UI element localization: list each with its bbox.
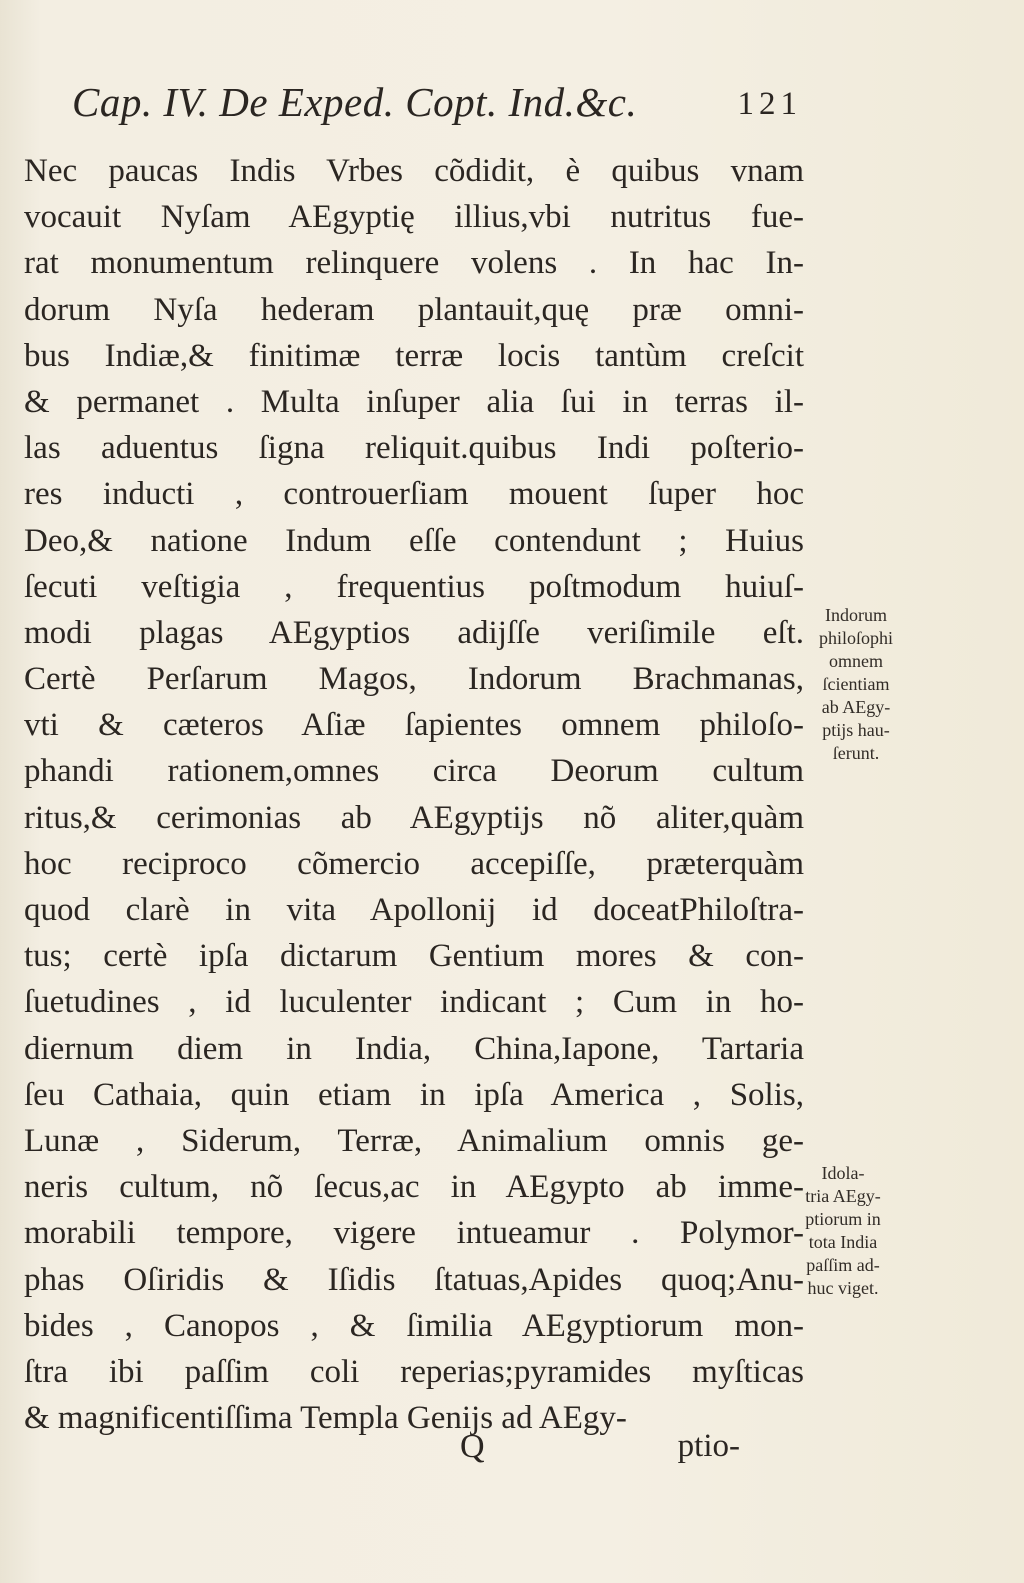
text-line: ſecuti veſtigia , frequentius poſtmodum huiuſ- [24, 568, 804, 605]
text-line: dorum Nyſa hederam plantauit,quę præ omni- [24, 291, 804, 328]
margin-note [796, 604, 916, 765]
margin-note-line: omnem [829, 651, 883, 671]
margin-note-line: ptijs hau- [822, 720, 890, 740]
text-line: vti & cæteros Aſiæ ſapientes omnem philoſo- [24, 707, 804, 744]
text-line: neris cultum, nõ ſecus,ac in AEgypto ab imme- [24, 1169, 804, 1206]
text-line: tus; certè ipſa dictarum Gentium mores & con- [24, 938, 804, 975]
text-line: vocauit Nyſam AEgyptię illius,vbi nutritus fue- [24, 199, 804, 236]
text-line: hoc reciproco cõmercio accepiſſe, præterquàm [24, 845, 804, 882]
margin-note-line: ſcientiam [822, 674, 890, 694]
text-line: las aduentus ſigna reliquit.quibus Indi poſterio- [24, 430, 804, 467]
text-line: bus Indiæ,& finitimæ terræ locis tantùm creſcit [24, 337, 804, 374]
margin-note-line: Idola- [821, 1163, 865, 1183]
margin-note-line: Indorum [825, 605, 887, 625]
margin-note-line: tria AEgy- [805, 1186, 881, 1206]
text-line: Nec paucas Indis Vrbes cõdidit, è quibus vnam [24, 153, 804, 189]
text-line: diernum diem in India, China,Iapone, Tartaria [24, 1030, 804, 1067]
text-line: & magnificentiſſima Templa Genijs ad AEgy- [24, 1400, 627, 1437]
catchword: ptio- [677, 1428, 740, 1464]
body-text [24, 148, 804, 1441]
signature-mark: Q [460, 1428, 485, 1465]
text-line: bides , Canopos , & ſimilia AEgyptiorum mon- [24, 1307, 804, 1344]
text-line: ritus,& cerimonias ab AEgyptijs nõ aliter,quàm [24, 799, 804, 836]
text-line: ſtra ibi paſſim coli reperias;pyramides myſticas [24, 1353, 804, 1390]
margin-note [783, 1162, 903, 1300]
text-line: rat monumentum relinquere volens . In hac In- [24, 245, 804, 282]
margin-note-line: paſſim ad- [806, 1255, 880, 1275]
margin-note-line: ſerunt. [832, 743, 880, 763]
text-line: quod clarè in vita Apollonij id doceatPhiloſtra- [24, 892, 804, 928]
text-line: Certè Perſarum Magos, Indorum Brachmanas, [24, 661, 804, 698]
margin-note-line: tota India [808, 1232, 878, 1252]
margin-note-line: ptiorum in [805, 1209, 881, 1229]
text-line: Deo,& natione Indum eſſe contendunt ; Huius [24, 522, 804, 559]
page-number: 121 [737, 86, 802, 122]
running-title: Cap. IV. De Exped. Copt. Ind.&c. [72, 79, 638, 125]
text-line: ſuetudines , id luculenter indicant ; Cum in ho- [24, 984, 804, 1021]
running-head [72, 78, 802, 138]
margin-note-line: ab AEgy- [821, 697, 891, 717]
page-footer [420, 1428, 740, 1478]
text-line: ſeu Cathaia, quin etiam in ipſa America , Solis, [24, 1076, 804, 1113]
text-line: phas Oſiridis & Iſidis ſtatuas,Apides quoq;Anu- [24, 1261, 804, 1298]
text-line: res inducti , controuerſiam mouent ſuper hoc [24, 476, 804, 513]
text-line: & permanet . Multa inſuper alia ſui in terras il- [24, 383, 804, 420]
text-line: morabili tempore, vigere intueamur . Polymor- [24, 1215, 804, 1252]
text-line: phandi rationem,omnes circa Deorum cultum [24, 753, 804, 790]
text-line: Lunæ , Siderum, Terræ, Animalium omnis ge- [24, 1122, 804, 1159]
text-line: modi plagas AEgyptios adijſſe veriſimile eſt. [24, 614, 804, 651]
margin-note-line: philoſophi [818, 628, 893, 648]
margin-note-line: huc viget. [807, 1278, 879, 1298]
